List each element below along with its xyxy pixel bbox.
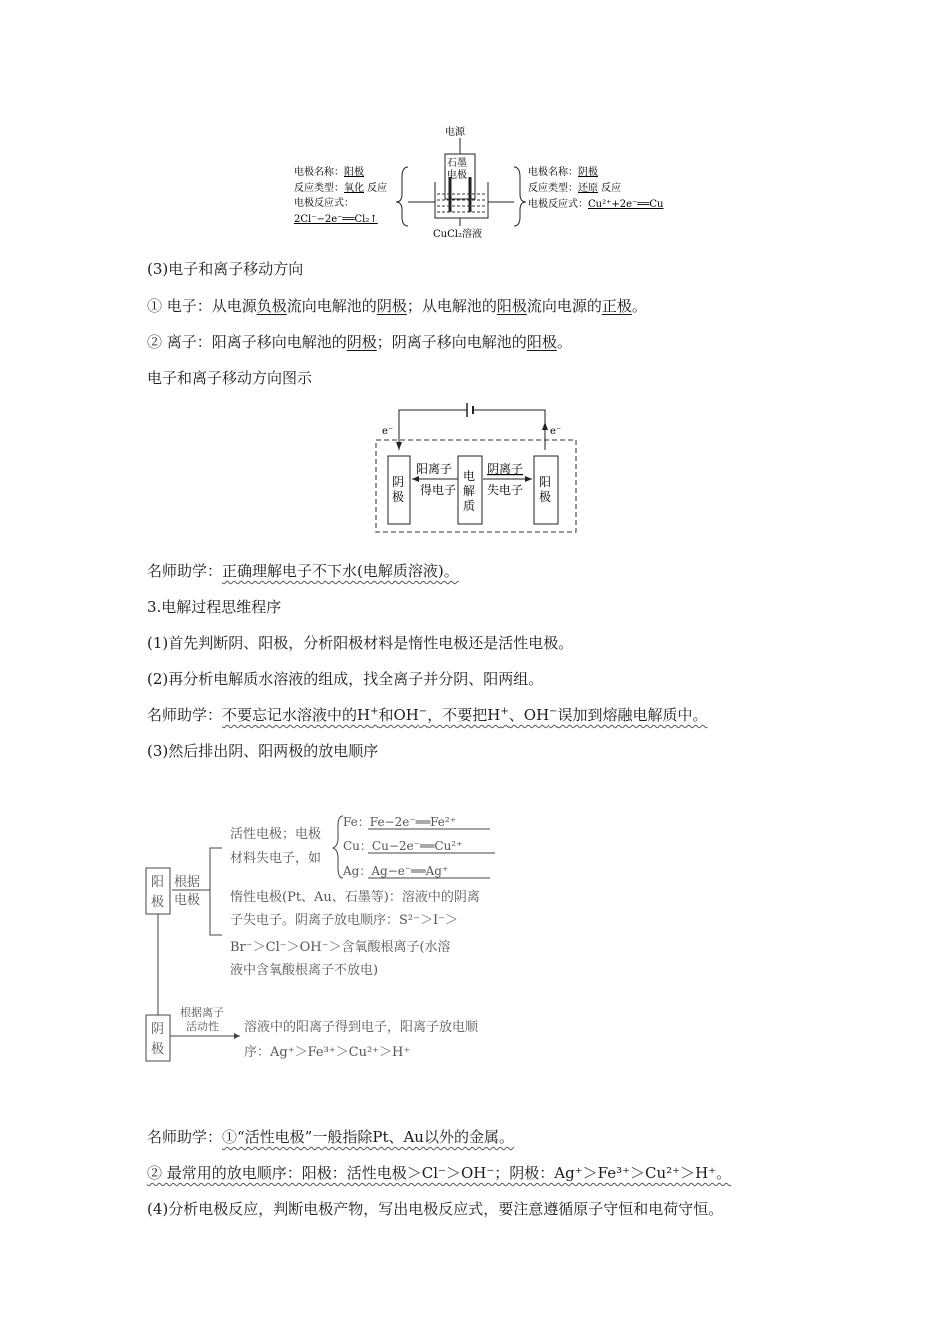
- by-electrode-2: 电极: [174, 893, 201, 908]
- right-type-suffix: 反应: [598, 183, 622, 194]
- cathode-char-1: 阴: [392, 475, 405, 489]
- teacher-tip-4: ② 最常用的放电顺序：阳极：活性电极＞Cl⁻＞OH⁻；阴极：Ag⁺＞Fe³⁺＞Cu²⁺＞H⁺。: [147, 1164, 732, 1182]
- active-electrode-line-2: 材料失电子，如: [230, 851, 322, 866]
- anode-box-char-1: 阳: [151, 875, 165, 890]
- iron-equation: Fe：Fe−2e⁻══Fe²⁺: [343, 815, 457, 829]
- teacher-tip-1: 名师助学：正确理解电子不下水(电解质溶液)。: [147, 562, 459, 580]
- copper-equation: Cu：Cu−2e⁻══Cu²⁺: [343, 839, 463, 853]
- cathode-box-char-2: 极: [151, 1042, 165, 1057]
- left-name-label: 电极名称：: [294, 167, 344, 178]
- right-eq-label: 电极反应式：: [528, 199, 588, 210]
- step-3: (3)然后排出阴、阳两极的放电顺序: [147, 742, 379, 760]
- discharge-order-flowchart: [140, 800, 560, 1070]
- silver-equation: Ag：Ag−e⁻══Ag⁺: [343, 864, 449, 878]
- electrode-label: 电极: [447, 170, 467, 181]
- inert-electrode-line-2: 子失电子。阴离子放电顺序：S²⁻＞I⁻＞: [230, 913, 458, 928]
- svg-text:电极名称：阴极: [528, 165, 598, 178]
- left-type-label: 反应类型：: [294, 183, 344, 194]
- electron-right-label: e⁻: [550, 426, 562, 437]
- svg-text:反应类型：还原 反应: [528, 181, 621, 194]
- svg-text:电极反应式：Cu²⁺+2e⁻══Cu: [528, 197, 664, 210]
- movement-diagram: [372, 400, 582, 536]
- cation-label: 阳离子: [416, 462, 453, 476]
- anion-label: 阴离子: [487, 462, 524, 476]
- teacher-tip-3: 名师助学：①“活性电极”一般指除Pt、Au以外的金属。: [147, 1128, 514, 1146]
- electron-direction-line: ① 电子：从电源负极流向电解池的阴极；从电解池的阳极流向电源的正极。: [147, 297, 647, 315]
- gain-electron-label: 得电子: [420, 483, 457, 497]
- ion-direction-line: ② 离子：阳离子移向电解池的阴极；阴离子移向电解池的阳极。: [147, 333, 572, 351]
- inert-electrode-line-1: 惰性电极(Pt、Au、石墨等)：溶液中的阴离: [230, 890, 480, 905]
- inert-electrode-line-3: Br⁻＞Cl⁻＞OH⁻＞含氧酸根离子(水溶: [230, 940, 451, 955]
- left-type-value: 氧化: [344, 183, 364, 194]
- step-2: (2)再分析电解质水溶液的组成，找全离子并分阴、阳两组。: [147, 670, 544, 688]
- left-eq-label: 电极反应式：: [294, 198, 354, 209]
- right-type-value: 还原: [578, 183, 598, 194]
- by-electrode-1: 根据: [174, 875, 201, 890]
- step-1: (1)首先判断阴、阳极，分析阳极材料是惰性电极还是活性电极。: [147, 634, 574, 652]
- right-eq-value: Cu²⁺+2e⁻══Cu: [588, 199, 664, 210]
- right-name-label: 电极名称：: [528, 167, 578, 178]
- electrolysis-cell-figure: [290, 122, 670, 244]
- solution-label: CuCl₂溶液: [433, 229, 482, 240]
- right-type-label: 反应类型：: [528, 183, 578, 194]
- right-name-value: 阴极: [578, 167, 598, 178]
- left-eq-value: 2Cl⁻−2e⁻══Cl₂↑: [294, 214, 378, 225]
- by-activity-2: 活动性: [186, 1020, 219, 1033]
- section-heading: 3.电解过程思维程序: [147, 598, 282, 616]
- step-4: (4)分析电极反应，判断电极产物，写出电极反应式，要注意遵循原子守恒和电荷守恒。: [147, 1200, 724, 1218]
- electron-left-label: e⁻: [382, 426, 394, 437]
- figure-title: 电子和离子移动方向图示: [147, 369, 313, 387]
- electrolyte-char-3: 质: [463, 499, 476, 513]
- cathode-char-2: 极: [392, 490, 405, 504]
- anode-char-2: 极: [539, 490, 552, 504]
- left-type-suffix: 反应: [364, 183, 388, 194]
- left-name-value: 阳极: [344, 167, 364, 178]
- anode-box-char-2: 极: [151, 895, 165, 910]
- electrolyte-char-2: 解: [463, 484, 476, 498]
- cathode-box-char-1: 阴: [151, 1022, 165, 1037]
- by-activity-1: 根据离子: [180, 1006, 224, 1019]
- inert-electrode-line-4: 液中含氧酸根离子不放电): [230, 963, 379, 978]
- power-source-label: 电源: [445, 127, 465, 138]
- electrolyte-char-1: 电: [463, 469, 476, 483]
- graphite-label: 石墨: [447, 158, 467, 169]
- section-3-heading: (3)电子和离子移动方向: [147, 260, 304, 278]
- svg-text:电极名称：阳极: [294, 165, 364, 178]
- anode-char-1: 阳: [539, 475, 552, 489]
- active-electrode-line-1: 活性电极；电极: [230, 827, 322, 842]
- cathode-line-2: 序：Ag⁺＞Fe³⁺＞Cu²⁺＞H⁺: [244, 1045, 411, 1060]
- cathode-line-1: 溶液中的阳离子得到电子，阳离子放电顺: [244, 1020, 479, 1035]
- svg-text:反应类型：氧化 反应: [294, 181, 387, 194]
- lose-electron-label: 失电子: [487, 483, 524, 497]
- teacher-tip-2: 名师助学：不要忘记水溶液中的H+和OH−，不要把H+、OH−误加到熔融电解质中。: [147, 706, 708, 724]
